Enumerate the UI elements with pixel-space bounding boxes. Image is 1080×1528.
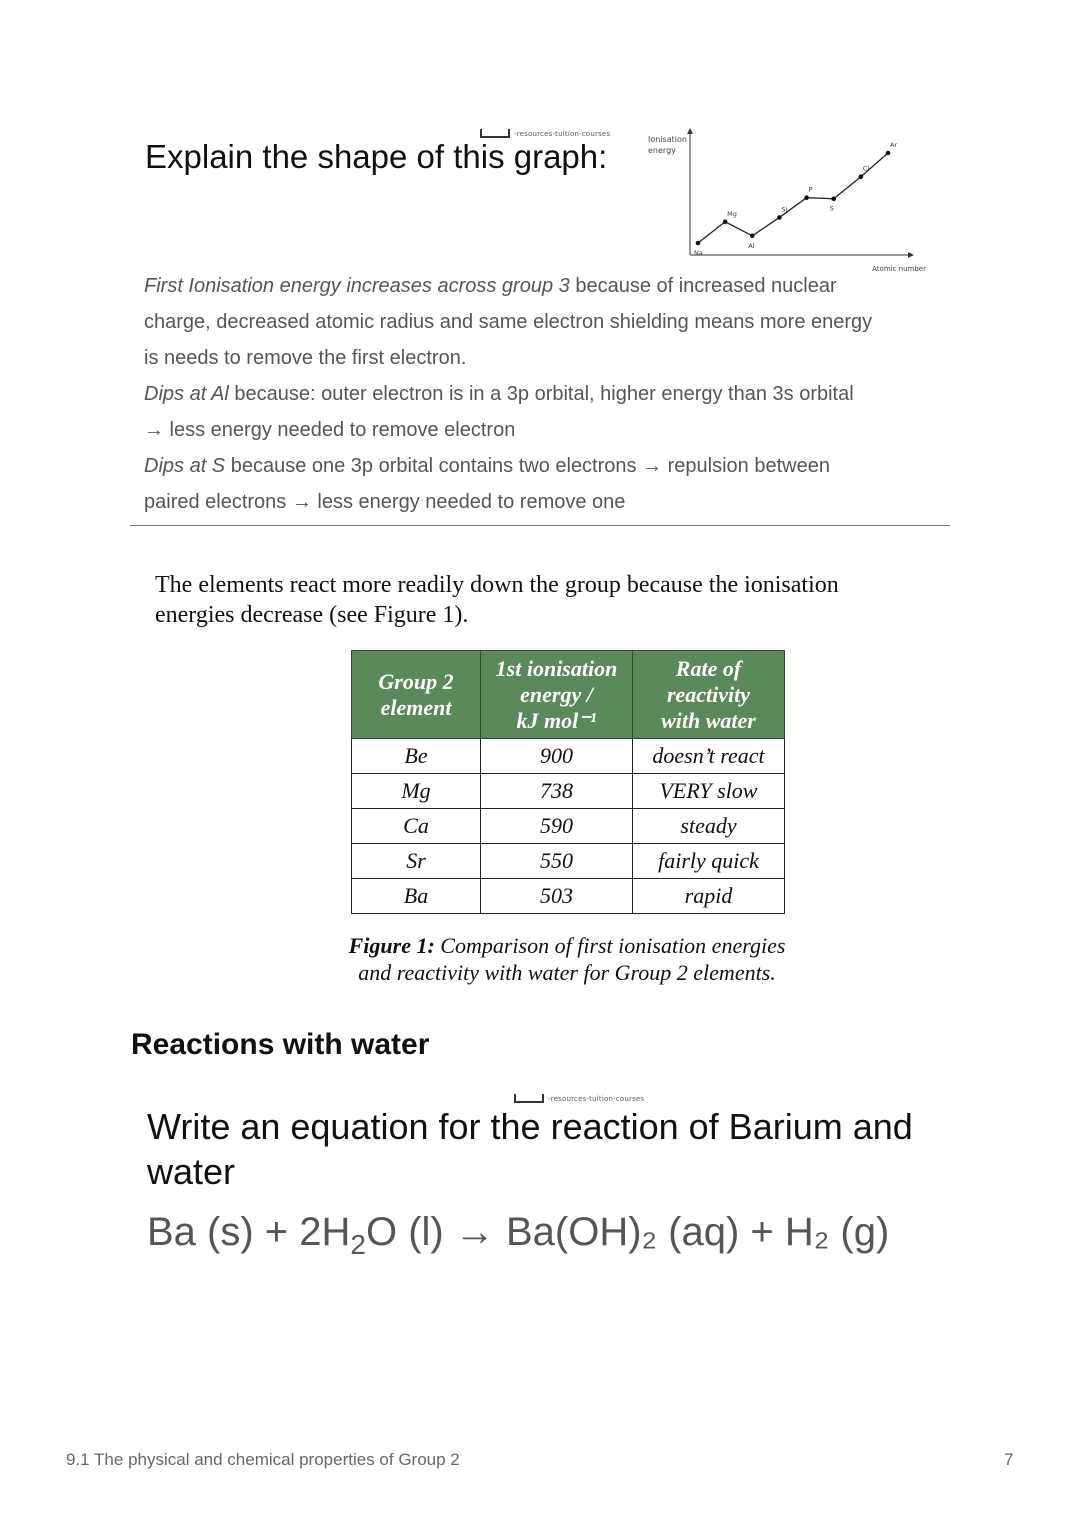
table-row: Ca 590 steady: [352, 809, 785, 844]
graph-point-ar: [886, 151, 891, 156]
graph-point-label: Si: [781, 205, 788, 214]
table-row: Be 900 doesn’t react: [352, 739, 785, 774]
graph-point-si: [777, 215, 782, 220]
figure-caption: Figure 1: Comparison of first ionisation energies and reactivity with water for Group 2 elements.: [348, 933, 786, 985]
graph-y-arrow-icon: [687, 128, 693, 134]
table-header-element: Group 2 element: [352, 651, 481, 739]
answer-line: Dips at S because one 3p orbital contains two electrons → repulsion between: [144, 455, 830, 477]
watermark: -resources-tuition-courses: [514, 1094, 644, 1103]
graph-point-p: [804, 195, 809, 200]
footer-chapter: 9.1 The physical and chemical properties of Group 2: [66, 1450, 460, 1469]
graph-y-label-2: energy: [648, 146, 676, 155]
group2-table: [351, 650, 785, 914]
answer-line: charge, decreased atomic radius and same electron shielding means more energy: [144, 311, 873, 333]
answer-line: is needs to remove the first electron.: [144, 347, 467, 369]
table-header-reactivity: Rate of reactivity with water: [633, 651, 785, 739]
graph-point-na: [696, 241, 701, 246]
graph-point-label: P: [808, 185, 813, 194]
table-row: Mg 738 VERY slow: [352, 774, 785, 809]
divider: [130, 525, 950, 526]
question-title: Explain the shape of this graph:: [145, 138, 608, 175]
graph-plot: [694, 141, 897, 257]
watermark-bracket-icon: [480, 129, 510, 138]
graph-point-s: [831, 196, 836, 201]
graph-point-label: S: [829, 204, 834, 213]
watermark-bracket-icon: [514, 1094, 544, 1103]
graph-x-arrow-icon: [908, 252, 914, 258]
graph-point-al: [750, 234, 755, 239]
section-heading: Reactions with water: [131, 1028, 430, 1061]
graph-point-label: Cl: [862, 164, 870, 173]
answer-line: First Ionisation energy increases across group 3 because of increased nuclear: [144, 275, 837, 297]
graph-line: [698, 153, 888, 243]
table-row: Sr 550 fairly quick: [352, 844, 785, 879]
chemical-equation: Ba $(s) + 2H_2O$ (l) → Ba(OH)₂ (aq) + H₂ (g): [147, 1210, 890, 1260]
graph-point-label: Na: [694, 249, 703, 257]
graph-point-label: Ar: [890, 141, 898, 149]
graph-point-label: Mg: [727, 209, 737, 218]
graph-y-label-1: Ionisation: [648, 135, 687, 144]
textbook-sentence: The elements react more readily down the group because the ionisation energies decrease (see Figure 1).: [155, 572, 839, 628]
answer-text: [144, 268, 944, 520]
graph-point-label: Al: [748, 241, 755, 250]
answer-line: paired electrons → less energy needed to remove one: [144, 491, 626, 513]
answer-line: Dips at Al because: outer electron is in a 3p orbital, higher energy than 3s orbital: [144, 383, 854, 405]
answer-line: → less energy needed to remove electron: [144, 419, 516, 441]
ionisation-energy-graph: [640, 125, 940, 280]
watermark: -resources-tuition-courses: [480, 129, 610, 138]
table-row: Ba 503 rapid: [352, 879, 785, 914]
graph-x-label: Atomic number: [872, 265, 926, 273]
graph-point-cl: [859, 174, 864, 179]
page-number: 7: [1004, 1450, 1014, 1469]
graph-point-mg: [723, 219, 728, 224]
question-title: Write an equation for the reaction of Barium and water: [147, 1106, 913, 1192]
table-header-ionisation: 1st ionisation energy / kJ mol⁻¹: [481, 651, 633, 739]
